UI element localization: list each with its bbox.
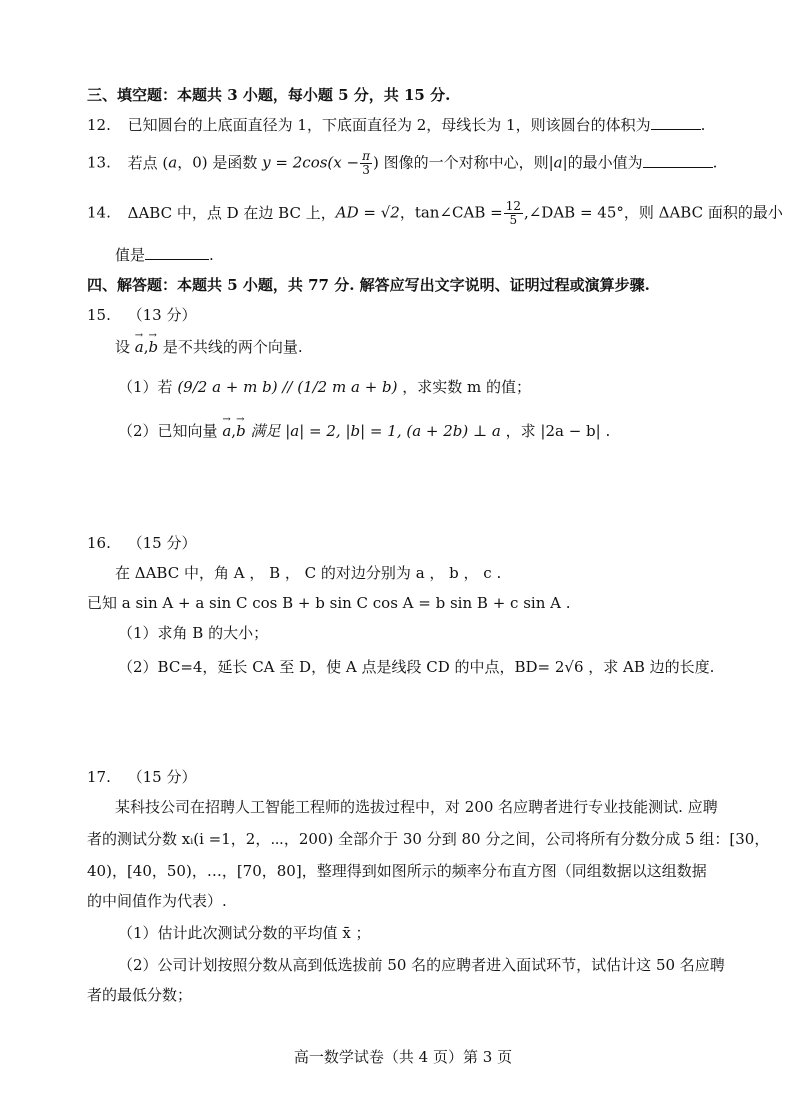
question-14 xyxy=(87,200,783,227)
q12-number: 12. xyxy=(87,116,111,134)
q14-number: 14. xyxy=(87,203,111,222)
vector-b-symbol-2: → b xyxy=(236,420,246,442)
q12-text: 已知圆台的上底面直径为 1，下底面直径为 2，母线长为 1，则该圆台的体积为 xyxy=(127,116,651,134)
q16-line-1: 在 ΔABC 中，角 A ， B ， C 的对边分别为 a ， b ， c . xyxy=(115,564,502,582)
question-12 xyxy=(87,114,705,136)
q15-intro-a: 设 xyxy=(115,338,131,356)
q14-answer-blank[interactable] xyxy=(145,245,209,260)
page-footer: 高一数学试卷（共 4 页）第 3 页 xyxy=(293,1048,513,1066)
vector-a-symbol-2: → a xyxy=(222,420,231,442)
q13-text-1: 若点 ( xyxy=(127,153,169,172)
question-16-header xyxy=(87,532,197,554)
q13-end: . xyxy=(712,153,718,172)
q13-text-2: ，0) 是函数 xyxy=(177,153,258,172)
section-4-heading: 四、解答题：本题共 5 小题，共 77 分. 解答应写出文字说明、证明过程或演算步骤. xyxy=(87,276,650,294)
question-14-line-2 xyxy=(115,244,214,266)
question-13 xyxy=(87,150,717,177)
q15-intro-b: 是不共线的两个向量. xyxy=(162,338,303,356)
q16-line-2: 已知 a sin A + a sin C cos B + b sin C cos A = b sin B + c sin A . xyxy=(87,594,571,612)
q15-p1-label: （1）若 xyxy=(118,378,173,396)
q17-part-2b: 者的最低分数； xyxy=(87,986,193,1004)
q15-intro: 设 → a,→ b 是不共线的两个向量. xyxy=(115,336,303,358)
q13-text-3: ) 图像的一个对称中心，则 xyxy=(372,153,549,172)
q13-fraction xyxy=(360,150,372,177)
q14-text-1: ΔABC 中，点 D 在边 BC 上， xyxy=(127,203,336,222)
q13-abs-a: |a| xyxy=(548,153,568,172)
q15-p1-tail: ，求实数 m 的值； xyxy=(402,378,532,396)
q14-end: . xyxy=(209,246,214,264)
q14-fraction xyxy=(504,200,523,227)
q17-line-1: 某科技公司在招聘人工智能工程师的选拔过程中，对 200 名应聘者进行专业技能测试. 应聘 xyxy=(115,798,718,816)
q17-number: 17. xyxy=(87,768,111,786)
q14-frac-den: 5 xyxy=(509,213,518,227)
q17-part-2a: （2）公司计划按照分数从高到低选拔前 50 名的应聘者进入面试环节，试估计这 50 名应聘 xyxy=(118,956,725,974)
q14-line2: 值是 xyxy=(115,246,146,264)
q16-number: 16. xyxy=(87,534,111,552)
section-3-heading: 三、填空题：本题共 3 小题，每小题 5 分，共 15 分. xyxy=(87,86,451,104)
q13-text-4: 的最小值为 xyxy=(567,153,643,172)
q13-frac-den: 3 xyxy=(362,163,370,177)
q12-end: . xyxy=(700,116,706,134)
q15-p2-tail: ，求 |2a − b| . xyxy=(505,422,611,440)
q16-score: （15 分） xyxy=(127,534,197,552)
q17-line-3: 40)，[40，50)，…，[70，80]，整理得到如图所示的频率分布直方图（同组数据以这组数据 xyxy=(87,862,707,880)
q15-p2-label: （2）已知向量 xyxy=(118,422,218,440)
q16-part-2: （2）BC=4，延长 CA 至 D，使 A 点是线段 CD 的中点，BD= 2√6 ，求 AB 边的长度. xyxy=(118,658,715,676)
q15-part-1 xyxy=(118,376,531,398)
q15-p2-mid: 满足 |a| = 2, |b| = 1, (a + 2b) ⊥ a xyxy=(250,422,501,440)
q13-var-a: a xyxy=(168,153,178,172)
question-17-header xyxy=(87,766,197,788)
question-15-header xyxy=(87,304,197,326)
q17-score: （15 分） xyxy=(127,768,197,786)
q15-number: 15. xyxy=(87,306,111,324)
q17-part-1: （1）估计此次测试分数的平均值 x̄ ； xyxy=(118,924,371,942)
q15-p1-expr: (9/2 a + m b) // (1/2 m a + b) xyxy=(177,378,398,396)
q15-part-2: （2）已知向量 → a,→ b 满足 |a| = 2, |b| = 1, (a + 2b) ⊥ a ，求 |2a − b| . xyxy=(118,420,610,442)
q12-answer-blank[interactable] xyxy=(651,115,701,130)
q14-ad: AD = √2 xyxy=(335,203,400,222)
q14-frac-num: 12 xyxy=(505,199,521,213)
q13-answer-blank[interactable] xyxy=(643,153,713,168)
q17-line-2: 者的测试分数 xᵢ(i =1，2，⋯，200) 全部介于 30 分到 80 分之间，公司将所有分数分成 5 组：[30， xyxy=(87,830,770,848)
q14-text-3: ,∠DAB = 45°，则 ΔABC 面积的最小 xyxy=(523,203,783,222)
q15-score: （13 分） xyxy=(127,306,197,324)
q13-frac-num: π xyxy=(362,149,370,163)
vector-a-symbol: → a xyxy=(135,336,144,358)
q14-text-2: ，tan∠CAB = xyxy=(399,203,503,222)
q13-number: 13. xyxy=(87,153,111,172)
q16-part-1: （1）求角 B 的大小； xyxy=(118,624,269,642)
q13-function: y = 2cos(x − xyxy=(262,153,360,172)
q17-line-4: 的中间值作为代表）. xyxy=(87,892,227,910)
vector-b-symbol: → b xyxy=(149,336,159,358)
